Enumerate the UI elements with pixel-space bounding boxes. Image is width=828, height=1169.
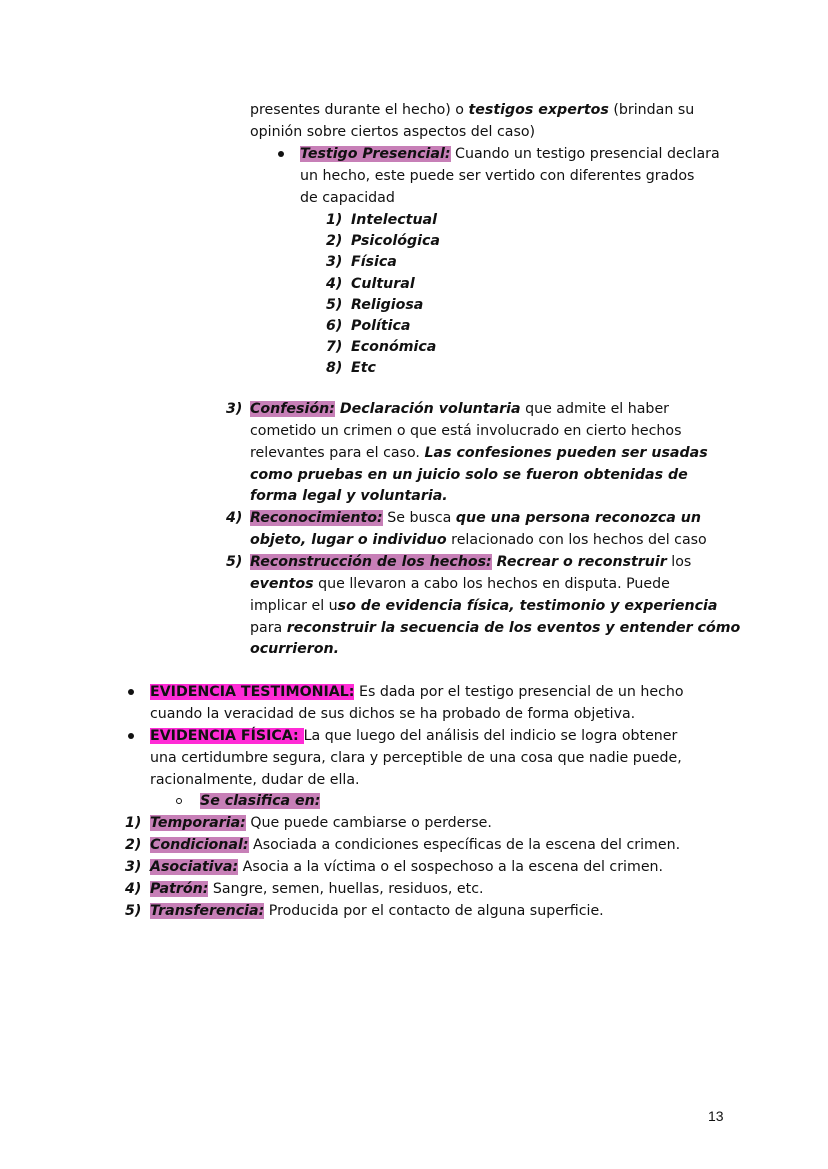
fisica-line: una certidumbre segura, clara y perceptible de una cosa que nadie puede, [150,750,682,766]
list-number: 2) [326,233,343,250]
list-number: 4) [226,510,243,526]
list-number: 3) [326,254,343,271]
capacidad-item: Intelectual [351,212,437,228]
reconstruccion-line: Reconstrucción de los hechos: Recrear o reconstruir los [250,554,692,570]
capacidad-item: Política [351,318,411,334]
capacidad-item: Religiosa [351,296,424,313]
list-number: 4) [125,881,142,897]
presencial-line: de capacidad [300,190,395,206]
clasifica-label: Se clasifica en: [200,793,321,809]
bullet [128,733,134,739]
clasificacion-item [150,856,663,878]
clasificacion-desc: Sangre, semen, huellas, residuos, etc. [208,881,484,897]
paragraph-line: presentes durante el hecho) o testigos expertos (brindan su [250,102,695,118]
confesion-line: cometido un crimen o que está involucrado en cierto hechos [250,423,682,439]
capacidad-item: Económica [351,339,437,356]
bullet [128,689,134,695]
testimonial-line: EVIDENCIA TESTIMONIAL: Es dada por el testigo presencial de un hecho [150,684,684,700]
reconstruccion-line: ocurrieron. [250,641,339,657]
reconocimiento-line: Reconocimiento: Se busca que una persona reconozca un [250,510,701,526]
clasificacion-term: Transferencia: [150,903,265,919]
fisica-line: EVIDENCIA FÍSICA: La que luego del análisis del indicio se logra obtener [150,728,678,744]
clasificacion-item [150,812,492,834]
presencial-line: Testigo Presencial: Cuando un testigo presencial declara [300,146,720,162]
confesion-line: relevantes para el caso. Las confesiones pueden ser usadas [250,445,708,461]
page-number: 13 [708,1108,724,1124]
list-number: 5) [226,554,243,570]
list-number: 8) [326,360,343,377]
testimonial-line: cuando la veracidad de sus dichos se ha probado de forma objetiva. [150,706,636,722]
capacidad-item: Etc [351,360,376,377]
list-number: 5) [326,296,343,313]
clasificacion-term: Condicional: [150,837,249,853]
confesion-line: como pruebas en un juicio solo se fueron obtenidas de [250,467,688,483]
reconstruccion-line: eventos que llevaron a cabo los hechos en disputa. Puede [250,576,670,592]
list-number: 4) [326,275,343,292]
clasificacion-desc: Asocia a la víctima o el sospechoso a la escena del crimen. [238,859,664,875]
capacidad-item: Psicológica [351,233,440,250]
list-number: 5) [125,903,142,919]
capacidad-item: Física [351,254,397,271]
list-number: 3) [226,401,243,417]
reconocimiento-line: objeto, lugar o individuo relacionado con los hechos del caso [250,532,707,548]
list-number: 6) [326,318,343,334]
clasificacion-term: Patrón: [150,881,209,897]
confesion-line: Confesión: Declaración voluntaria que admite el haber [250,401,670,417]
clasificacion-item [150,834,680,856]
list-number: 1) [125,815,142,831]
clasificacion-desc: Que puede cambiarse o perderse. [245,815,492,831]
hollow-bullet [176,798,182,804]
list-number: 3) [125,859,142,875]
clasificacion-desc: Producida por el contacto de alguna superficie. [264,903,604,919]
capacidad-item: Cultural [351,275,415,292]
reconstruccion-line: para reconstruir la secuencia de los eventos y entender cómo [250,620,741,636]
list-number: 2) [125,837,142,853]
paragraph-line: opinión sobre ciertos aspectos del caso) [250,124,536,140]
clasificacion-item [150,900,604,922]
clasificacion-desc: Asociada a condiciones específicas de la escena del crimen. [248,837,681,853]
list-number: 7) [326,339,343,356]
presencial-line: un hecho, este puede ser vertido con diferentes grados [300,168,695,184]
clasificacion-term: Asociativa: [150,859,239,875]
confesion-line: forma legal y voluntaria. [250,488,448,504]
list-number: 1) [326,212,343,228]
clasificacion-term: Temporaria: [150,815,246,831]
bullet [278,151,284,157]
clasificacion-item [150,878,484,900]
fisica-line: racionalmente, dudar de ella. [150,772,360,788]
reconstruccion-line: implicar el uso de evidencia física, testimonio y experiencia [250,598,718,614]
